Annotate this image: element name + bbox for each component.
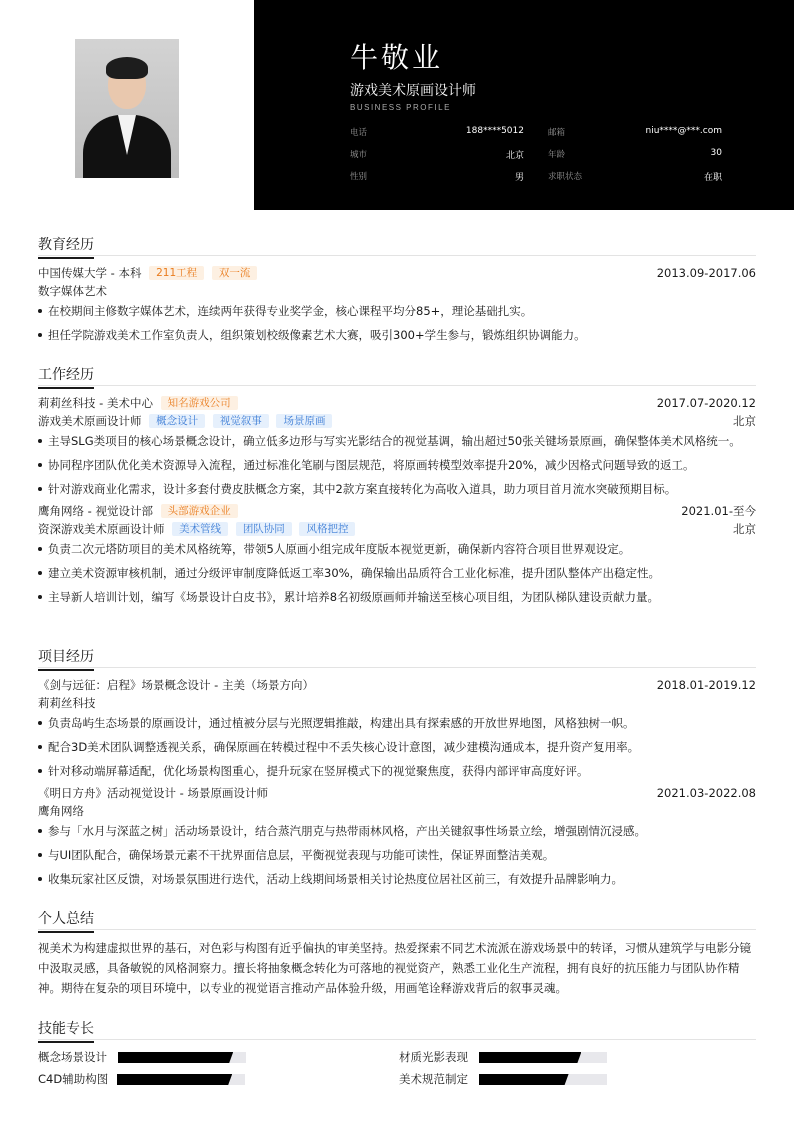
profile-title: 游戏美术原画设计师 bbox=[350, 83, 476, 99]
skill-bar-fill bbox=[479, 1074, 569, 1085]
photo-hair bbox=[106, 57, 148, 79]
project-org: 莉莉丝科技 bbox=[38, 696, 96, 710]
education-major: 数字媒体艺术 bbox=[38, 284, 107, 298]
job-city: 北京 bbox=[733, 414, 756, 428]
info-value: 男 bbox=[514, 173, 524, 183]
role-tag: 场景原画 bbox=[276, 414, 332, 428]
company-tag: 知名游戏公司 bbox=[161, 396, 238, 410]
skill-name: 美术规范制定 bbox=[399, 1072, 468, 1086]
job-period: 2021.01-至今 bbox=[681, 504, 756, 518]
info-label: 邮箱 bbox=[548, 128, 566, 138]
section-title: 技能专长 bbox=[38, 1018, 756, 1040]
section-title: 教育经历 bbox=[38, 234, 756, 256]
info-value: 北京 bbox=[505, 151, 524, 161]
company-name: 鹰角网络 - 视觉设计部 bbox=[38, 504, 153, 518]
list-item: 担任学院游戏美术工作室负责人，组织策划校级像素艺术大赛，吸引300+学生参与，锻炼组织协调能力。 bbox=[38, 326, 756, 344]
list-item: 主导SLG类项目的核心场景概念设计，确立低多边形与写实光影结合的视觉基调，输出超过50张关键场景原画，确保整体美术风格统一。 bbox=[38, 432, 756, 450]
work-section bbox=[38, 364, 756, 606]
skill-bar-fill bbox=[118, 1052, 233, 1063]
job-city: 北京 bbox=[733, 522, 756, 536]
job-role-row bbox=[38, 412, 756, 430]
role-tag: 风格把控 bbox=[299, 522, 355, 536]
info-phone bbox=[350, 126, 524, 138]
list-item: 配合3D美术团队调整透视关系，确保原画在转模过程中不丢失核心设计意图，减少建模沟通成本，提升资产复用率。 bbox=[38, 738, 756, 756]
info-email bbox=[548, 126, 722, 138]
info-value: 188****5012 bbox=[465, 126, 524, 136]
summary-section bbox=[38, 908, 756, 998]
company-tag: 头部游戏企业 bbox=[161, 504, 238, 518]
list-item: 针对游戏商业化需求，设计多套付费皮肤概念方案，其中2款方案直接转化为高收入道具，助力项目首月流水突破预期目标。 bbox=[38, 480, 756, 498]
list-item: 协同程序团队优化美术资源导入流程，通过标准化笔刷与图层规范，将原画转模型效率提升20%，减少因格式问题导致的返工。 bbox=[38, 456, 756, 474]
profile-photo bbox=[75, 39, 179, 178]
info-value: niu****@***.com bbox=[645, 126, 722, 136]
skills-section bbox=[38, 1018, 756, 1040]
project-name: 《明日方舟》活动视觉设计 - 场景原画设计师 bbox=[38, 786, 268, 800]
list-item: 与UI团队配合，确保场景元素不干扰界面信息层，平衡视觉表现与功能可读性，保证界面整洁美观。 bbox=[38, 846, 756, 864]
skill-bar-fill bbox=[479, 1052, 581, 1063]
company-name: 莉莉丝科技 - 美术中心 bbox=[38, 396, 153, 410]
role-tag: 视觉叙事 bbox=[213, 414, 269, 428]
job-role-row bbox=[38, 520, 756, 538]
info-label: 城市 bbox=[350, 150, 368, 160]
skill-item bbox=[38, 1071, 248, 1087]
project-period: 2021.03-2022.08 bbox=[656, 786, 756, 800]
profile-subtitle: BUSINESS PROFILE bbox=[350, 103, 451, 112]
project-org: 鹰角网络 bbox=[38, 804, 84, 818]
skill-item bbox=[399, 1049, 609, 1065]
role-tag: 概念设计 bbox=[149, 414, 205, 428]
list-item: 建立美术资源审核机制，通过分级评审制度降低返工率30%，确保输出品质符合工业化标准，提升团队整体产出稳定性。 bbox=[38, 564, 756, 582]
info-value: 在职 bbox=[703, 173, 722, 183]
profile-name: 牛敬业 bbox=[350, 41, 444, 74]
project-header bbox=[38, 676, 756, 694]
skill-bar bbox=[118, 1052, 246, 1063]
project-header bbox=[38, 784, 756, 802]
list-item: 针对移动端屏幕适配，优化场景构图重心，提升玩家在竖屏模式下的视觉聚焦度，获得内部评审高度好评。 bbox=[38, 762, 756, 780]
education-section bbox=[38, 234, 756, 344]
job-role: 游戏美术原画设计师 bbox=[38, 414, 142, 428]
school-tag: 211工程 bbox=[149, 266, 204, 280]
school-tag: 双一流 bbox=[212, 266, 258, 280]
skill-item bbox=[399, 1071, 609, 1087]
skill-bar bbox=[117, 1074, 245, 1085]
projects-section bbox=[38, 646, 756, 888]
profile-header bbox=[254, 0, 794, 210]
skill-name: C4D辅助构图 bbox=[38, 1072, 109, 1086]
education-header bbox=[38, 264, 756, 282]
list-item: 收集玩家社区反馈，对场景氛围进行迭代，活动上线期间场景相关讨论热度位居社区前三，有效提升品牌影响力。 bbox=[38, 870, 756, 888]
info-gender bbox=[350, 170, 524, 182]
info-job-status bbox=[548, 170, 722, 182]
skill-name: 材质光影表现 bbox=[399, 1050, 468, 1064]
list-item: 在校期间主修数字媒体艺术，连续两年获得专业奖学金，核心课程平均分85+，理论基础扎实。 bbox=[38, 302, 756, 320]
role-tag: 美术管线 bbox=[172, 522, 228, 536]
info-label: 性别 bbox=[350, 172, 368, 182]
project-name: 《剑与远征：启程》场景概念设计 - 主美（场景方向） bbox=[38, 678, 314, 692]
skill-item bbox=[38, 1049, 248, 1065]
info-age bbox=[548, 148, 722, 160]
info-label: 求职状态 bbox=[548, 172, 583, 182]
skill-bar bbox=[479, 1052, 607, 1063]
info-city bbox=[350, 148, 524, 160]
list-item: 主导新人培训计划，编写《场景设计白皮书》，累计培养8名初级原画师并输送至核心项目组，为团队梯队建设贡献力量。 bbox=[38, 588, 756, 606]
list-item: 负责二次元塔防项目的美术风格统筹，带领5人原画小组完成年度版本视觉更新，确保新内容符合项目世界观设定。 bbox=[38, 540, 756, 558]
skill-bar-fill bbox=[117, 1074, 232, 1085]
skill-bar bbox=[479, 1074, 607, 1085]
section-title: 工作经历 bbox=[38, 364, 756, 386]
info-label: 电话 bbox=[350, 128, 368, 138]
list-item: 参与「水月与深蓝之树」活动场景设计，结合蒸汽朋克与热带雨林风格，产出关键叙事性场景立绘，增强剧情沉浸感。 bbox=[38, 822, 756, 840]
summary-text: 视美术为构建虚拟世界的基石，对色彩与构图有近乎偏执的审美坚持。热爱探索不同艺术流派在游戏场景中的转译，习惯从建筑学与电影分镜中汲取灵感，具备敏锐的风格洞察力。擅长将抽象概念转化为可落地的视觉资产，熟悉工业化生产流程，拥有良好的抗压能力与团队协作精神。期待在复杂的项目环境中，以专业的视觉语言推动产品体验升级，用画笔诠释游戏背后的叙事灵魂。 bbox=[38, 941, 751, 995]
job-header bbox=[38, 502, 756, 520]
info-value: 30 bbox=[710, 148, 722, 158]
skill-name: 概念场景设计 bbox=[38, 1050, 107, 1064]
project-period: 2018.01-2019.12 bbox=[656, 678, 756, 692]
info-label: 年龄 bbox=[548, 150, 566, 160]
section-title: 个人总结 bbox=[38, 908, 756, 930]
job-header bbox=[38, 394, 756, 412]
school-name: 中国传媒大学 - 本科 bbox=[38, 266, 142, 280]
job-role: 资深游戏美术原画设计师 bbox=[38, 522, 165, 536]
list-item: 负责岛屿生态场景的原画设计，通过植被分层与光照逻辑推敲，构建出具有探索感的开放世界地图，风格独树一帜。 bbox=[38, 714, 756, 732]
job-period: 2017.07-2020.12 bbox=[656, 396, 756, 410]
role-tag: 团队协同 bbox=[236, 522, 292, 536]
section-title: 项目经历 bbox=[38, 646, 756, 668]
education-period: 2013.09-2017.06 bbox=[656, 266, 756, 280]
